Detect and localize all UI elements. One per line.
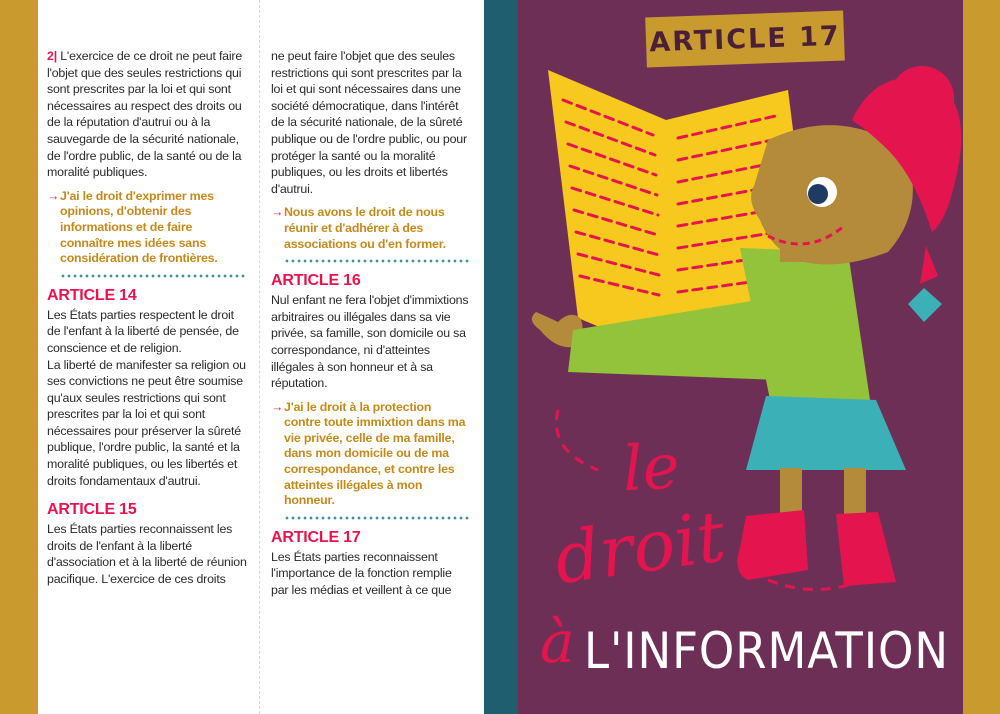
paragraph-number: 2| (47, 49, 57, 63)
eye-pupil (808, 184, 828, 204)
left-page-edge (0, 0, 38, 714)
reading-girl-illustration (518, 0, 963, 714)
left-text-column (47, 48, 247, 588)
caps-word-information: L'INFORMATION (584, 622, 949, 680)
column-divider (259, 0, 261, 714)
article-15-title: ARTICLE 15 (47, 501, 137, 519)
article-17-title: ARTICLE 17 (271, 528, 361, 546)
script-word-le: le (620, 429, 682, 506)
dotted-divider (60, 273, 247, 279)
article-badge (645, 11, 845, 68)
right-page-edge (963, 0, 1000, 714)
article-17-text: Les États parties reconnaissent l'importance de la fonction remplie par les médias et veillent à ce que (271, 549, 452, 598)
article-14-text: Les États parties respectent le droit de l'enfant à la liberté de pensée, de conscience et de religion. (47, 307, 239, 355)
article-14-title: ARTICLE 14 (47, 286, 137, 304)
left-boot (737, 510, 808, 580)
dotted-divider (284, 258, 471, 264)
spine-strip (484, 0, 518, 714)
child-summary-text: Nous avons le droit de nous réunir et d'adhérer à des associations ou d'en former. (284, 205, 446, 251)
hair-bun (890, 66, 954, 130)
child-summary (271, 400, 471, 509)
article-badge-text: ARTICLE 17 (648, 20, 842, 58)
right-boot (836, 512, 896, 586)
child-summary (271, 205, 471, 252)
arrow-icon: → (47, 188, 60, 203)
earring-drop (920, 246, 938, 284)
paragraph (47, 48, 247, 181)
child-summary (47, 189, 247, 267)
article-16-title: ARTICLE 16 (271, 272, 361, 290)
arrow-icon: → (271, 205, 284, 220)
child-summary-text: J'ai le droit d'exprimer mes opinions, d'obtenir des informations et de faire connaître mes idées sans considération de frontières. (60, 188, 218, 266)
child-summary-text: J'ai le droit à la protection contre toute immixtion dans ma vie privée, celle de ma famille, dans mon domicile ou de ma correspondance, et contre les atteintes illégales à mon honneur. (284, 399, 466, 508)
arrow-icon: → (271, 399, 284, 414)
script-word-droit: droit (549, 495, 731, 601)
dotted-divider (284, 515, 471, 521)
article-16-text: Nul enfant ne fera l'objet d'immixtions arbitraires ou illégales dans sa vie privée, sa famille, son domicile ou sa correspondance, ni d'atteintes illégales à son honneur et à sa réputation. (271, 293, 469, 391)
skirt (746, 396, 906, 470)
right-leg (844, 468, 866, 520)
paragraph-continuation: ne peut faire l'objet que des seules restrictions qui sont prescrites par la loi et qui sont nécessaires dans une société démocratique, dans l'intérêt de la sécurité nationale, de la sûreté publique ou de l'ordre public, ou pour protéger la santé ou la moralité publiques, ou les droits et libertés d'autrui. (271, 49, 467, 196)
article-15-text: Les États parties reconnaissent les droits de l'enfant à la liberté d'association et à la liberté de réunion pacifique. L'exercice de ces droits (47, 522, 247, 587)
right-text-column (271, 48, 471, 599)
earring-gem (908, 288, 942, 322)
script-word-a: à (540, 608, 575, 676)
article-14-text-2: La liberté de manifester sa religion ou ses convictions ne peut être soumise qu'aux seules restrictions qui sont prescrites par la loi et qui sont nécessaires pour préserver la sûreté publique, l'ordre public, la santé et la moralité publiques, ou les libertés et droits fondamentaux d'autrui. (47, 357, 246, 488)
paragraph-text: L'exercice de ce droit ne peut faire l'objet que des seules restrictions qui sont prescrites par la loi et qui sont nécessaires au respect des droits ou de la réputation d'autrui ou à la sauvegarde de la sécurité nationale, de l'ordre public, de la santé ou de la moralité publiques. (47, 49, 243, 180)
